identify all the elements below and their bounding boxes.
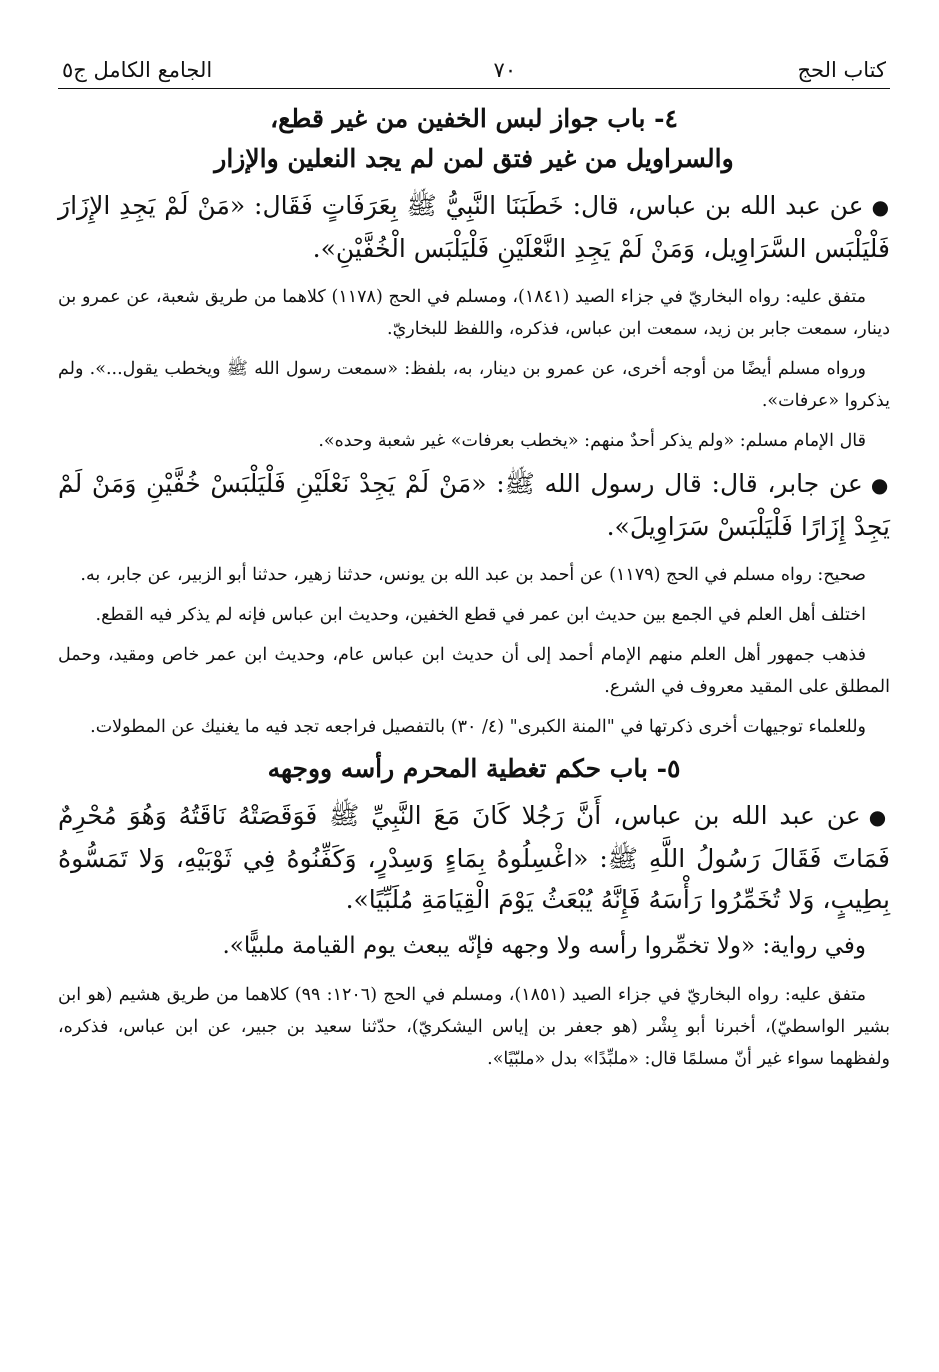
takhrij-note: متفق عليه: رواه البخاريّ في جزاء الصيد (١٨٤١)، ومسلم في الحج (١١٧٨) كلاهما من طريق شعبة، عن عمرو بن دينار، سمعت جابر بن زيد، سمعت ابن عباس، فذكره، واللفظ للبخاريّ.	[58, 287, 890, 339]
bullet-icon: ●	[868, 805, 891, 829]
page	[58, 52, 890, 1342]
header-divider	[58, 88, 890, 89]
chapter-4-title	[58, 99, 890, 179]
hadith-paragraph	[58, 463, 890, 547]
chapter-4-title-line2: والسراويل من غير فتق لمن لم يجد النعلين والإزار	[214, 144, 734, 173]
running-header	[58, 52, 890, 88]
book-title: كتاب الحج	[797, 58, 886, 82]
takhrij-note: صحيح: رواه مسلم في الحج (١١٧٩) عن أحمد بن عبد الله بن يونس، حدثنا زهير، حدثنا أبو الزبير، عن جابر، به.	[80, 565, 866, 585]
hadith-text: عن عبد الله بن عباس، أَنَّ رَجُلا كَانَ مَعَ النَّبِيِّ ﷺ فَوَقَصَتْهُ نَاقَتُهُ وَهُوَ مُحْرِمٌ فَمَاتَ فَقَالَ رَسُولُ اللَّهِ ﷺ: «اغْسِلُوهُ بِمَاءٍ وَسِدْرٍ، وَكَفِّنُوهُ فِي ثَوْبَيْهِ، وَلا تَمَسُّوهُ بِطِيبٍ، وَلا تُخَمِّرُوا رَأْسَهُ فَإِنَّهُ يُبْعَثُ يَوْمَ الْقِيَامَةِ مُلَبِّيًا».	[58, 801, 890, 914]
hadith-text: عن جابر، قال: قال رسول الله ﷺ: «مَنْ لَمْ يَجِدْ نَعْلَيْنِ فَلْيَلْبَسْ خُفَّيْنِ وَمَنْ لَمْ يَجِدْ إِزَارًا فَلْيَلْبَسْ سَرَاوِيلَ».	[58, 469, 890, 541]
commentary-note: فذهب جمهور أهل العلم منهم الإمام أحمد إلى أن حديث ابن عباس عام، وحديث ابن عمر خاص ومقيد، وحمل المطلق على المقيد معروف في الشرع.	[58, 645, 890, 697]
hadith-paragraph	[58, 795, 890, 920]
bullet-icon: ●	[870, 473, 890, 497]
takhrij-note: متفق عليه: رواه البخاريّ في جزاء الصيد (١٨٥١)، ومسلم في الحج (١٢٠٦: ٩٩) كلاهما من طريق هشيم (هو ابن بشير الواسطيّ)، أخبرنا أبو بِشْر (هو جعفر بن إياس اليشكريّ)، حدّثنا سعيد بن جبير، عن ابن عباس، فذكره، ولفظهما سواء غير أنّ مسلمًا قال: «ملبِّدًا» بدل «ملبّيًا».	[58, 985, 890, 1069]
volume-title: الجامع الكامل ج٥	[62, 58, 213, 82]
hadith-text: عن عبد الله بن عباس، قال: خَطَبَنَا النَّبِيُّ ﷺ بِعَرَفَاتٍ فَقَال: «مَنْ لَمْ يَجِدِ الإِزَارَ فَلْيَلْبَس السَّرَاوِيل، وَمَنْ لَمْ يَجِدِ النَّعْلَيْنِ فَلْيَلْبَس الْخُفَّيْنِ».	[58, 191, 890, 263]
chapter-4-title-line1: ٤- باب جواز لبس الخفين من غير قطع،	[270, 104, 678, 133]
variant-narration: وفي رواية: «ولا تخمِّروا رأسه ولا وجهه فإنّه يبعث يوم القيامة ملبيًّا».	[222, 933, 866, 959]
commentary-note: اختلف أهل العلم في الجمع بين حديث ابن عمر في قطع الخفين، وحديث ابن عباس فإنه لم يذكر فيه القطع.	[95, 605, 866, 625]
hadith-paragraph	[58, 185, 890, 269]
page-number: ٧٠	[493, 58, 517, 82]
takhrij-note: ورواه مسلم أيضًا من أوجه أخرى، عن عمرو بن دينار، به، بلفظ: «سمعت رسول الله ﷺ ويخطب يقول...». ولم يذكروا «عرفات».	[58, 359, 890, 411]
bullet-icon: ●	[871, 195, 890, 219]
chapter-5-title: ٥- باب حكم تغطية المحرم رأسه ووجهه	[267, 754, 681, 783]
commentary-note: وللعلماء توجيهات أخرى ذكرتها في "المنة الكبرى" (٤/ ٣٠) بالتفصيل فراجعه تجد فيه ما يغنيك عن المطولات.	[90, 717, 866, 737]
takhrij-note: قال الإمام مسلم: «ولم يذكر أحدٌ منهم: «يخطب بعرفات» غير شعبة وحده».	[318, 431, 866, 451]
